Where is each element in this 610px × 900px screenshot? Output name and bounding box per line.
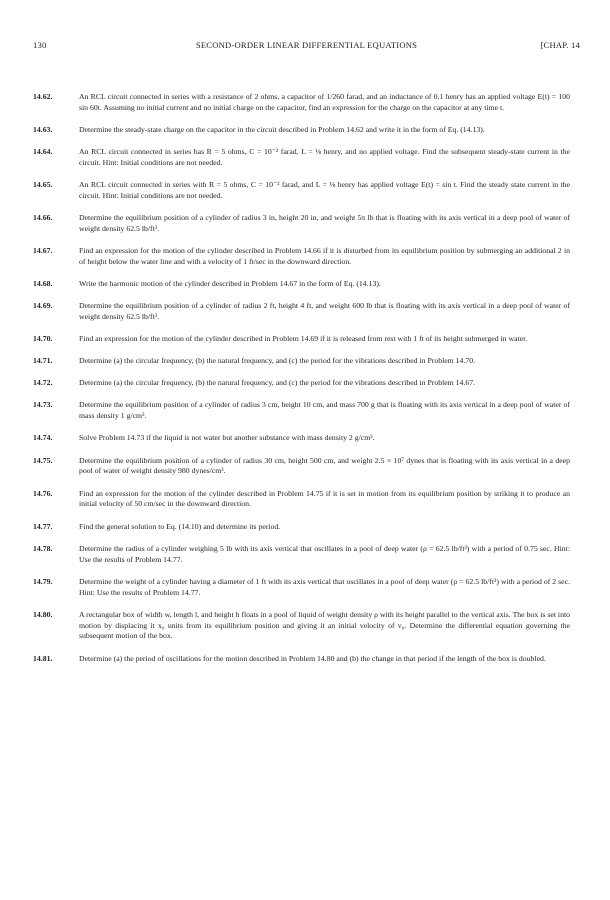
problem-text: Find the general solution to Eq. (14.10) and determine its period. <box>79 521 281 531</box>
problem-text: Determine the equilibrium position of a cylinder of radius 3 cm, height 10 cm, and mass 700 g that is floating with its axis vertical in a deep pool of water of mass density 1 g/cm³. <box>79 400 570 421</box>
problem-text: Determine the equilibrium position of a cylinder of radius 30 cm, height 500 cm, and weight 2.5 × 10⁷ dynes that is floating with its axis vertical in a deep pool of water of weight density 980 dynes/cm³. <box>79 455 570 476</box>
problem-number: 14.69. <box>33 301 53 311</box>
problem-14-80 <box>33 610 570 643</box>
problem-14-73 <box>33 400 570 422</box>
problem-number: 14.67. <box>33 246 53 256</box>
problem-text: Determine the equilibrium position of a cylinder of radius 3 in, height 20 in, and weight 5π lb that is floating with its axis vertical in a deep pool of water of weight density 62.5 lb/ft³. <box>79 213 570 233</box>
problem-number: 14.70. <box>33 334 53 344</box>
problem-text: Determine the steady-state charge on the capacitor in the circuit described in Problem 14.62 and write it in the form of Eq. (14.13). <box>79 125 485 134</box>
problem-number: 14.64. <box>33 147 53 157</box>
page-number: 130 <box>33 40 47 50</box>
problem-number: 14.74. <box>33 433 53 443</box>
problem-14-78 <box>33 544 570 566</box>
problem-14-77 <box>33 522 570 533</box>
problem-number: 14.81. <box>33 653 53 663</box>
problem-text: Find an expression for the motion of the cylinder described in Problem 14.75 if it is set in motion from its equilibrium position by striking it to produce an initial velocity of 50 cm/sec in the downward direction. <box>79 488 570 509</box>
problem-number: 14.63. <box>33 125 53 134</box>
problem-14-67 <box>33 246 570 268</box>
chapter-title: SECOND-ORDER LINEAR DIFFERENTIAL EQUATIONS <box>195 40 418 50</box>
problem-14-68 <box>33 279 570 290</box>
problem-number: 14.71. <box>33 356 53 366</box>
problem-number: 14.68. <box>33 279 53 289</box>
running-header <box>33 40 580 54</box>
problem-number: 14.62. <box>33 92 53 101</box>
chapter-label: [CHAP. 14 <box>540 40 580 50</box>
problem-text: Determine the radius of a cylinder weighing 5 lb with its axis vertical that oscillates in a pool of deep water (ρ = 62.5 lb/ft³) with a period of 0.75 sec. Hint: Use the results of Problem 14.77. <box>79 543 570 564</box>
problem-number: 14.80. <box>33 609 53 619</box>
problem-number: 14.76. <box>33 488 53 498</box>
problem-text: Write the harmonic motion of the cylinder described in Problem 14.67 in the form of Eq. (14.13). <box>79 279 381 289</box>
problem-14-65 <box>33 180 570 202</box>
problem-number: 14.78. <box>33 543 53 553</box>
problem-number: 14.66. <box>33 213 53 223</box>
problem-text: An RCL circuit connected in series with R = 5 ohms, C = 10⁻² farad, and L = ⅛ henry has applied voltage E(t) = sin t. Find the steady state current in the circuit. Hint: Initial conditions are not needed. <box>79 180 570 200</box>
problem-text: Solve Problem 14.73 if the liquid is not water but another substance with mass density 2 g/cm³. <box>79 433 375 443</box>
problem-14-71 <box>33 356 570 367</box>
problem-14-79 <box>33 577 570 599</box>
problem-text: An RCL circuit connected in series with a resistance of 2 ohms, a capacitor of 1/260 farad, and an inductance of 0.1 henry has an applied voltage E(t) = 100 sin 60t. Assuming no initial current and no initial charge on the capacitor, find an expression for the charge on the capacitor at any time t. <box>79 92 570 112</box>
problem-14-75 <box>33 456 570 478</box>
problem-text: Determine (a) the circular frequency, (b) the natural frequency, and (c) the period for the vibrations described in Problem 14.70. <box>79 356 476 366</box>
problem-14-62 <box>33 92 570 114</box>
problem-14-81 <box>33 654 570 665</box>
problem-number: 14.79. <box>33 576 53 586</box>
problem-14-70 <box>33 334 570 345</box>
problem-14-64 <box>33 147 570 169</box>
problem-number: 14.72. <box>33 378 53 388</box>
problem-14-69 <box>33 301 570 323</box>
problem-14-74 <box>33 433 570 444</box>
problem-14-66 <box>33 213 570 235</box>
problem-text: Determine the weight of a cylinder having a diameter of 1 ft with its axis vertical that oscillates in a pool of deep water (ρ = 62.5 lb/ft³) with a period of 2 sec. Hint: Use the results of Problem 14.77. <box>79 576 570 597</box>
problem-text: An RCL circuit connected in series has R = 5 ohms, C = 10⁻² farad, L = ⅛ henry, and no applied voltage. Find the subsequent steady-state current in the circuit. Hint: Initial conditions are not needed. <box>79 147 570 167</box>
problem-text: Determine the equilibrium position of a cylinder of radius 2 ft, height 4 ft, and weight 600 lb that is floating with its axis vertical in a deep pool of water of weight density 62.5 lb/ft³. <box>79 301 570 322</box>
problem-number: 14.73. <box>33 400 53 410</box>
problem-number: 14.77. <box>33 521 53 531</box>
problem-14-76 <box>33 489 570 511</box>
problem-list <box>33 92 570 664</box>
problem-14-63 <box>33 125 570 136</box>
problem-text: A rectangular box of width w, length l, and height h floats in a pool of liquid of weight density ρ with its height parallel to the vertical axis. The box is set into motion by displacing it x₀ units from its equilibrium position and giving it an initial velocity of v₀. Determine the differential equation governing the subsequent motion of the box. <box>79 609 570 641</box>
problem-text: Find an expression for the motion of the cylinder described in Problem 14.66 if it is disturbed from its equilibrium position by submerging an additional 2 in of height below the water line and with a velocity of 1 ft/sec in the downward direction. <box>79 246 570 266</box>
problem-number: 14.75. <box>33 455 53 465</box>
problem-text: Determine (a) the circular frequency, (b) the natural frequency, and (c) the period for the vibrations described in Problem 14.67. <box>79 378 476 388</box>
problem-text: Find an expression for the motion of the cylinder described in Problem 14.69 if it is released from rest with 1 ft of its height submerged in water. <box>79 334 528 344</box>
problem-14-72 <box>33 378 570 389</box>
problem-text: Determine (a) the period of oscillations for the motion described in Problem 14.80 and (b) the change in that period if the length of the box is doubled. <box>79 653 546 663</box>
problem-number: 14.65. <box>33 180 53 190</box>
